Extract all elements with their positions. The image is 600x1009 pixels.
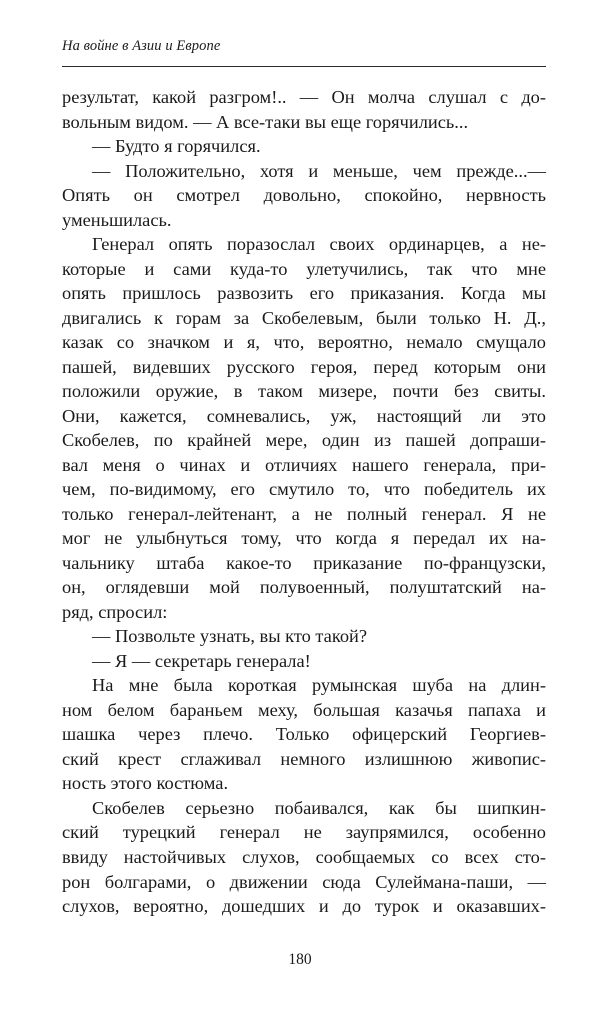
text-line: вольным видом. — А все-таки вы еще горячились... [62, 111, 469, 132]
text-line: Они, кажется, сомневались, уж, настоящий ли это [62, 405, 546, 426]
text-line: — Положительно, хотя и меньше, чем прежде...— [92, 160, 546, 181]
text-line: ский турецкий генерал не заупрямился, особенно [62, 822, 546, 843]
text-line: которые и сами куда-то улетучились, так что мне [62, 258, 546, 279]
text-line: рон болгарами, о движении сюда Сулеймана-паши, — [62, 871, 546, 892]
text-line: только генерал-лейтенант, а не полный генерал. Я не [62, 503, 546, 524]
text-line: — Позвольте узнать, вы кто такой? [92, 626, 368, 647]
running-title: На войне в Азии и Европе [62, 38, 221, 54]
text-line: На мне была короткая румынская шуба на длин- [92, 675, 546, 696]
text-line: ский крест сглаживал немного излишнюю живопис- [62, 748, 546, 769]
text-line: результат, какой разгром!.. — Он молча слушал с до- [62, 87, 546, 107]
page-number: 180 [288, 951, 312, 968]
text-line: шашка через плечо. Только офицерский Георгиев- [62, 724, 546, 745]
text-line: Опять он смотрел довольно, спокойно, нервность [62, 185, 546, 206]
text-line: пашей, видевших русского героя, перед которым они [62, 356, 546, 377]
text-line: двигались к горам за Скобелевым, были только Н. Д., [62, 307, 546, 328]
text-line: ряд, спросил: [62, 601, 168, 622]
text-line: уменьшилась. [62, 209, 172, 230]
text-line: вал меня о чинах и отличиях нашего генерала, при- [62, 454, 546, 475]
text-line: ном белом бараньем меху, большая казачья папаха и [62, 699, 546, 720]
text-line: чем, по-видимому, его смутило то, что победитель их [62, 479, 546, 500]
text-line: Генерал опять поразослал своих ординарцев, а не- [92, 234, 546, 255]
text-line: Скобелев серьезно побаивался, как бы шипкин- [92, 797, 546, 818]
text-line: ввиду настойчивых слухов, сообщаемых со всех сто- [62, 846, 546, 867]
text-line: казак со значком и я, что, вероятно, немало смущало [62, 332, 546, 353]
text-line: положили оружие, в таком мизере, почти без свиты. [62, 381, 546, 402]
text-line: — Будто я горячился. [92, 136, 261, 157]
text-line: мог не улыбнуться тому, что когда я передал их на- [62, 528, 546, 549]
text-line: слухов, вероятно, дошедших и до турок и оказавших- [62, 896, 546, 917]
body-text [62, 85, 546, 919]
text-line: он, оглядевши мой полувоенный, полуштатский на- [62, 577, 546, 598]
text-line: — Я — секретарь генерала! [92, 650, 311, 671]
text-line: ность этого костюма. [62, 773, 229, 794]
header-rule [62, 66, 546, 67]
text-line: Скобелев, по крайней мере, один из пашей допраши- [62, 430, 546, 451]
text-line: опять пришлось развозить его приказания. Когда мы [62, 283, 546, 304]
text-line: чальнику штаба какое-то приказание по-французски, [62, 552, 546, 573]
